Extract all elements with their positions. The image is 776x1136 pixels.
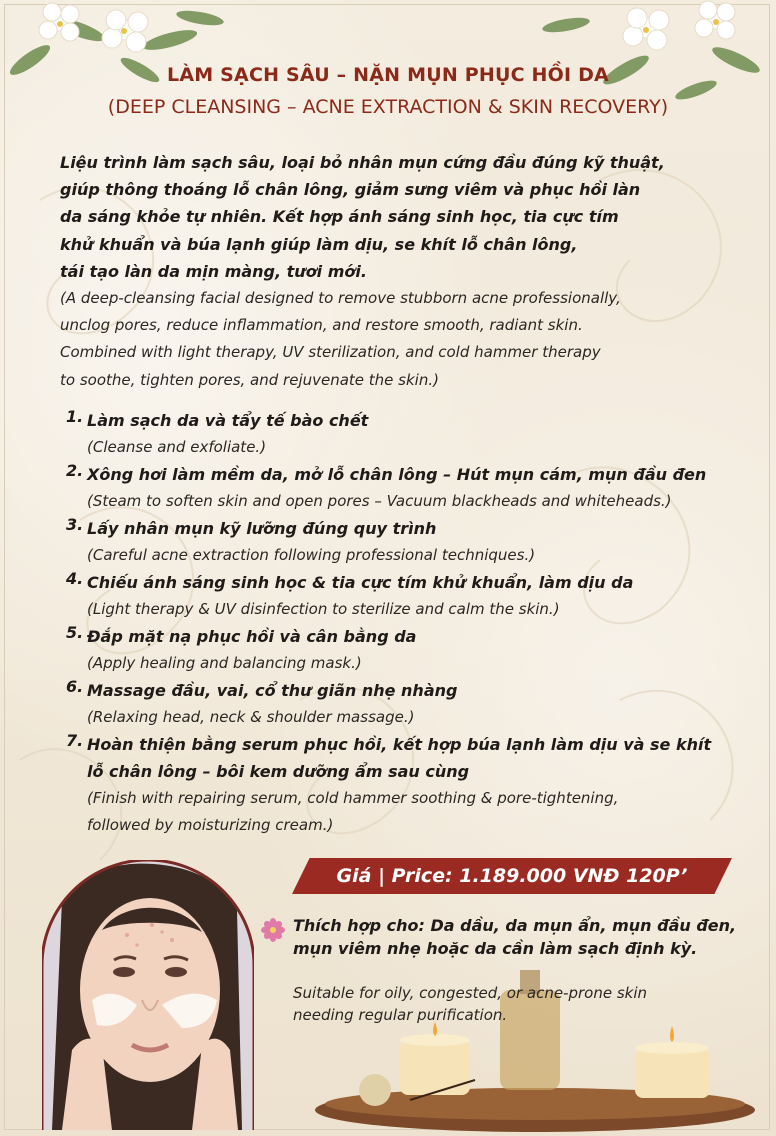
- page-title: LÀM SẠCH SÂU – NẶN MỤN PHỤC HỒI DA: [167, 64, 609, 86]
- flower-icon: [261, 918, 285, 942]
- step-en: followed by moisturizing cream.): [87, 816, 334, 834]
- step-number: 2.: [66, 461, 84, 480]
- intro-vi-line: tái tạo làn da mịn màng, tươi mới.: [60, 261, 367, 281]
- step-vi: lỗ chân lông – bôi kem dưỡng ẩm sau cùng: [87, 762, 470, 781]
- suitable-en-line: needing regular purification.: [293, 1006, 508, 1024]
- step-vi: Massage đầu, vai, cổ thư giãn nhẹ nhàng: [87, 681, 458, 700]
- suitable-vi-line: Thích hợp cho: Da dầu, da mụn ẩn, mụn đầu đen,: [293, 916, 737, 935]
- step-en: (Light therapy & UV disinfection to sterilize and calm the skin.): [87, 600, 560, 618]
- intro-vi-line: giúp thông thoáng lỗ chân lông, giảm sưng viêm và phục hồi làn: [60, 180, 641, 200]
- step-number: 5.: [66, 623, 84, 642]
- step-number: 3.: [66, 515, 84, 534]
- intro-en-line: unclog pores, reduce inflammation, and restore smooth, radiant skin.: [60, 316, 583, 335]
- step-number: 6.: [66, 677, 84, 696]
- price-label: Giá | Price: 1.189.000 VNĐ 120P’: [336, 865, 688, 887]
- suitable-english: [293, 982, 733, 1026]
- intro-vi-line: da sáng khỏe tự nhiên. Kết hợp ánh sáng sinh học, tia cực tím: [60, 207, 619, 227]
- step-en: (Relaxing head, neck & shoulder massage.): [87, 708, 415, 726]
- intro-vi-line: Liệu trình làm sạch sâu, loại bỏ nhân mụn cứng đầu đúng kỹ thuật,: [60, 153, 665, 172]
- step-vi: Chiếu ánh sáng sinh học & tia cực tím khử khuẩn, làm dịu da: [87, 573, 634, 592]
- suitable-en-line: Suitable for oily, congested, or acne-prone skin: [293, 984, 648, 1002]
- step-number: 4.: [66, 569, 84, 588]
- step-en: (Cleanse and exfoliate.): [87, 438, 267, 456]
- intro-en-line: to soothe, tighten pores, and rejuvenate the skin.): [60, 370, 439, 389]
- corner-flowers-left: [0, 0, 240, 110]
- step-vi: Lấy nhân mụn kỹ lưỡng đúng quy trình: [87, 519, 437, 538]
- step-item: [66, 407, 756, 461]
- corner-flowers-right: [536, 0, 776, 110]
- intro-english: [60, 285, 740, 394]
- step-en: (Steam to soften skin and open pores – Vacuum blackheads and whiteheads.): [87, 492, 672, 510]
- step-item: [66, 731, 756, 839]
- suitable-vi-line: mụn viêm nhẹ hoặc da cần làm sạch định kỳ.: [293, 939, 698, 958]
- step-number: 7.: [66, 731, 84, 750]
- step-number: 1.: [66, 407, 84, 426]
- step-item: [66, 569, 756, 623]
- intro-en-line: (A deep-cleansing facial designed to remove stubborn acne professionally,: [60, 289, 621, 307]
- step-vi: Đắp mặt nạ phục hồi và cân bằng da: [87, 627, 417, 646]
- page-subtitle: (DEEP CLEANSING – ACNE EXTRACTION & SKIN RECOVERY): [107, 96, 669, 118]
- step-en: (Apply healing and balancing mask.): [87, 654, 362, 672]
- intro-vietnamese: [60, 149, 720, 285]
- step-vi: Xông hơi làm mềm da, mở lỗ chân lông – Hút mụn cám, mụn đầu đen: [87, 465, 707, 484]
- intro-vi-line: khử khuẩn và búa lạnh giúp làm dịu, se khít lỗ chân lông,: [60, 234, 578, 254]
- step-item: [66, 515, 756, 569]
- step-item: [66, 677, 756, 731]
- treatment-steps: [66, 407, 756, 839]
- suitable-vietnamese: [293, 914, 763, 960]
- step-en: (Finish with repairing serum, cold hammer soothing & pore-tightening,: [87, 789, 619, 807]
- step-vi: Làm sạch da và tẩy tế bào chết: [87, 411, 369, 430]
- intro-en-line: Combined with light therapy, UV sterilization, and cold hammer therapy: [60, 343, 601, 362]
- step-en: (Careful acne extraction following professional techniques.): [87, 546, 536, 564]
- woman-face-mask-photo: [42, 860, 254, 1130]
- step-item: [66, 623, 756, 677]
- step-item: [66, 461, 756, 515]
- step-vi: Hoàn thiện bằng serum phục hồi, kết hợp búa lạnh làm dịu và se khít: [87, 735, 712, 754]
